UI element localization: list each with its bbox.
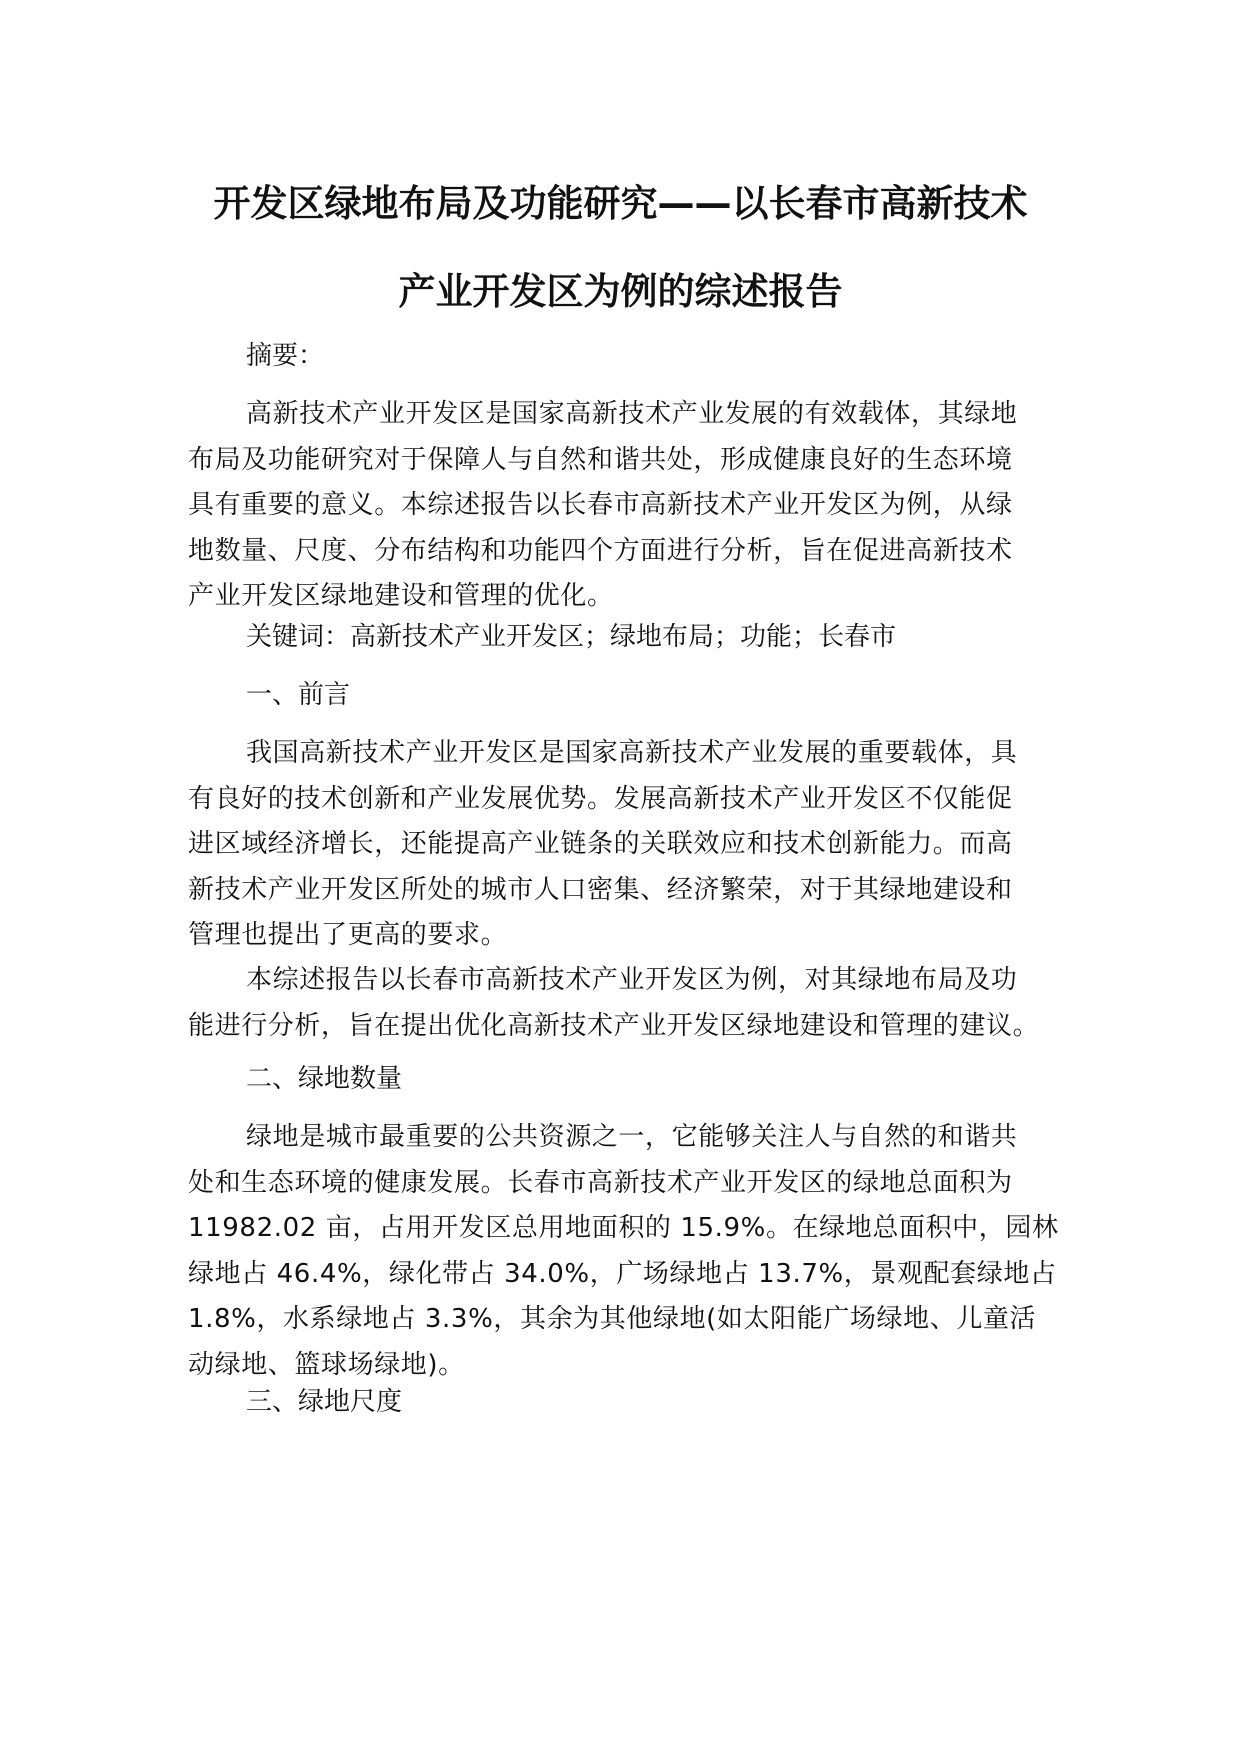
text-line: 我国高新技术产业开发区是国家高新技术产业发展的重要载体，具 — [246, 738, 1018, 768]
section-heading-green-space-scale: 三、绿地尺度 — [246, 1387, 403, 1417]
abstract-label: 摘要： — [246, 341, 325, 371]
text-line: 绿地占 46.4%，绿化带占 34.0%，广场绿地占 13.7%，景观配套绿地占 — [188, 1258, 1057, 1289]
text-line: 管理也提出了更高的要求。 — [188, 920, 508, 950]
text-line: 1.8%，水系绿地占 3.3%，其余为其他绿地(如太阳能广场绿地、儿童活 — [188, 1304, 1037, 1334]
section-heading-green-space-quantity: 二、绿地数量 — [246, 1064, 403, 1094]
text-line: 地数量、尺度、分布结构和功能四个方面进行分析，旨在促进高新技术 — [188, 535, 1013, 566]
text-line: 有良好的技术创新和产业发展优势。发展高新技术产业开发区不仅能促 — [188, 783, 1013, 814]
text-line: 能进行分析，旨在提出优化高新技术产业开发区绿地建设和管理的建议。 — [188, 1010, 1040, 1041]
text-line: 进区域经济增长，还能提高产业链条的关联效应和技术创新能力。而高 — [188, 829, 1013, 859]
text-line: 处和生态环境的健康发展。长春市高新技术产业开发区的绿地总面积为 — [188, 1167, 1013, 1198]
text-line: 布局及功能研究对于保障人与自然和谐共处，形成健康良好的生态环境 — [188, 444, 1013, 475]
text-line: 绿地是城市最重要的公共资源之一，它能够关注人与自然的和谐共 — [246, 1122, 1018, 1152]
section-heading-introduction: 一、前言 — [246, 680, 351, 710]
document-title-line-2: 产业开发区为例的综述报告 — [398, 270, 843, 313]
text-line: 产业开发区绿地建设和管理的优化。 — [188, 581, 614, 611]
keywords-line: 关键词：高新技术产业开发区；绿地布局；功能；长春市 — [246, 622, 897, 652]
text-line: 本综述报告以长春市高新技术产业开发区为例，对其绿地布局及功 — [246, 965, 1018, 995]
introduction-paragraph-2 — [188, 958, 1078, 1049]
text-line: 具有重要的意义。本综述报告以长春市高新技术产业开发区为例，从绿 — [188, 490, 1013, 520]
document-title-line-1: 开发区绿地布局及功能研究——以长春市高新技术 — [213, 182, 1028, 225]
green-space-quantity-paragraph — [188, 1115, 1078, 1388]
text-line: 高新技术产业开发区是国家高新技术产业发展的有效载体，其绿地 — [246, 399, 1018, 429]
text-line: 动绿地、篮球场绿地)。 — [188, 1349, 465, 1380]
introduction-paragraph-1 — [188, 731, 1078, 959]
text-line: 11982.02 亩，占用开发区总用地面积的 15.9%。在绿地总面积中，园林 — [188, 1213, 1059, 1243]
abstract-paragraph — [188, 392, 1078, 620]
text-line: 新技术产业开发区所处的城市人口密集、经济繁荣，对于其绿地建设和 — [188, 874, 1013, 905]
